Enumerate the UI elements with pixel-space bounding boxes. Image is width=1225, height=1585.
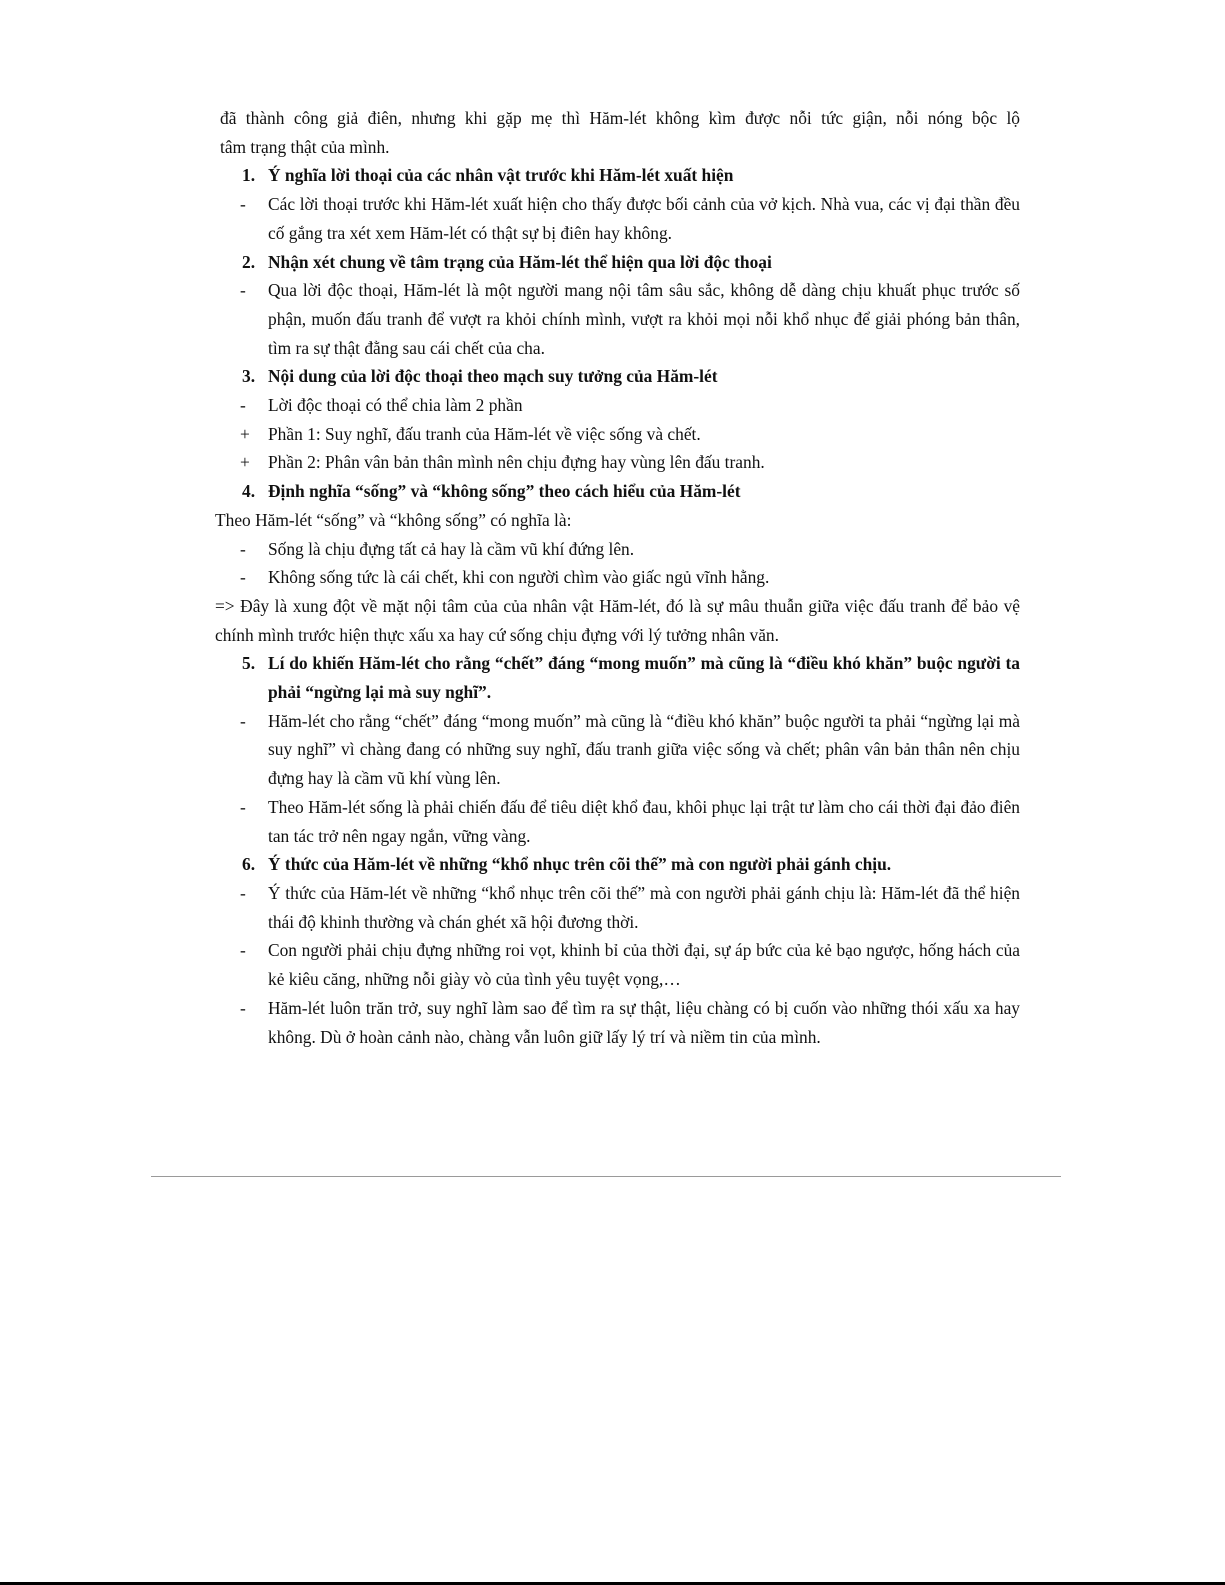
bullet-mark: - — [240, 882, 246, 903]
section-heading-1 — [215, 161, 1020, 190]
section-number: 6. — [242, 854, 256, 875]
bullet-text: Sống là chịu đựng tất cả hay là cầm vũ khí đứng lên. — [268, 538, 635, 559]
bullet-text: Theo Hăm-lét sống là phải chiến đấu để tiêu diệt khổ đau, khôi phục lại trật tư làm cho cái thời đại đảo điên tan tác trở nên ngay ngắn, vững vàng. — [268, 796, 1020, 846]
section-title: Định nghĩa “sống” và “không sống” theo cách hiểu của Hăm-lét — [268, 481, 741, 502]
section-number: 4. — [242, 481, 256, 502]
section-number: 2. — [242, 251, 256, 272]
list-item — [215, 879, 1020, 936]
bullet-text: Ý thức của Hăm-lét về những “khổ nhục trên cõi thế” mà con người phải gánh chịu là: Hăm-lét đã thể hiện thái độ khinh thường và chán ghét xã hội đương thời. — [268, 882, 1020, 932]
bullet-mark: - — [240, 940, 246, 961]
list-item — [215, 391, 1020, 420]
list-item — [215, 994, 1020, 1051]
list-item — [215, 420, 1020, 449]
bullet-text: Hăm-lét luôn trăn trở, suy nghĩ làm sao để tìm ra sự thật, liệu chàng có bị cuốn vào những thói xấu xa hay không. Dù ở hoàn cảnh nào, chàng vẫn luôn giữ lấy lý trí và niềm tin của mình. — [268, 997, 1020, 1047]
bullet-text: Lời độc thoại có thể chia làm 2 phần — [268, 395, 523, 416]
bullet-text: Qua lời độc thoại, Hăm-lét là một người mang nội tâm sâu sắc, không dễ dàng chịu khuất phục trước số phận, muốn đấu tranh để vượt ra khỏi chính mình, vượt ra khỏi mọi nỗi khổ nhục để giải phóng bản thân, tìm ra sự thật đằng sau cái chết của cha. — [268, 280, 1020, 358]
bullet-mark: + — [240, 423, 250, 444]
section-title: Ý thức của Hăm-lét về những “khổ nhục trên cõi thế” mà con người phải gánh chịu. — [268, 854, 892, 875]
bullet-text: Các lời thoại trước khi Hăm-lét xuất hiện cho thấy được bối cảnh của vở kịch. Nhà vua, các vị đại thần đều cố gắng tra xét xem Hăm-lét có thật sự bị điên hay không. — [268, 194, 1020, 243]
bullet-text: Con người phải chịu đựng những roi vọt, khinh bỉ của thời đại, sự áp bức của kẻ bạo ngược, hống hách của kẻ kiêu căng, những nỗi giày vò của tình yêu tuyệt vọng,… — [268, 940, 1020, 990]
intro-line-2: tâm trạng thật của mình. — [220, 136, 390, 157]
bullet-mark: + — [240, 452, 250, 473]
bullet-mark: - — [240, 538, 246, 559]
bullet-mark: - — [240, 796, 246, 817]
intro-paragraph — [215, 104, 1020, 161]
page-divider — [151, 1176, 1061, 1177]
bullet-text: Phần 1: Suy nghĩ, đấu tranh của Hăm-lét về việc sống và chết. — [268, 423, 701, 444]
section-heading-3 — [215, 362, 1020, 391]
list-item — [215, 936, 1020, 993]
section-title: Ý nghĩa lời thoại của các nhân vật trước khi Hăm-lét xuất hiện — [268, 165, 734, 186]
section-title: Lí do khiến Hăm-lét cho rằng “chết” đáng “mong muốn” mà cũng là “điều khó khăn” buộc người ta phải “ngừng lại mà suy nghĩ”. — [268, 653, 1020, 703]
page-content — [215, 104, 1020, 1051]
bullet-text: Hăm-lét cho rằng “chết” đáng “mong muốn” mà cũng là “điều khó khăn” buộc người ta phải “ngừng lại mà suy nghĩ” vì chàng đang có những suy nghĩ, đấu tranh giữa việc sống và chết; phân vân bản thân nên chịu đựng hay là cầm vũ khí vùng lên. — [268, 710, 1020, 789]
section-title: Nhận xét chung về tâm trạng của Hăm-lét thể hiện qua lời độc thoại — [268, 251, 772, 272]
list-item — [215, 190, 1020, 247]
section-title: Nội dung của lời độc thoại theo mạch suy tưởng của Hăm-lét — [268, 366, 718, 387]
intro-line-1: đã thành công giả điên, nhưng khi gặp mẹ thì Hăm-lét không kìm được nỗi tức giận, nỗi nóng bộc lộ — [220, 108, 1020, 128]
section-heading-6 — [215, 850, 1020, 879]
bullet-text: Không sống tức là cái chết, khi con người chìm vào giấc ngủ vĩnh hằng. — [268, 567, 770, 588]
section-number: 1. — [242, 165, 256, 186]
bullet-text: Phần 2: Phân vân bản thân mình nên chịu đựng hay vùng lên đấu tranh. — [268, 452, 765, 473]
bullet-mark: - — [240, 710, 246, 731]
section-conclusion: => Đây là xung đột về mặt nội tâm của của nhân vật Hăm-lét, đó là sự mâu thuẫn giữa việc đấu tranh để bảo vệ chính mình trước hiện thực xấu xa hay cứ sống chịu đựng với lý tưởng nhân văn. — [215, 595, 1020, 645]
list-item — [215, 793, 1020, 850]
list-item — [215, 535, 1020, 564]
section-heading-2 — [215, 248, 1020, 277]
bullet-mark: - — [240, 194, 246, 215]
list-item — [215, 563, 1020, 592]
bullet-mark: - — [240, 280, 246, 301]
section-heading-5 — [215, 649, 1020, 706]
section-number: 3. — [242, 366, 256, 387]
list-item — [215, 276, 1020, 362]
bullet-mark: - — [240, 997, 246, 1018]
bullet-mark: - — [240, 567, 246, 588]
list-item — [215, 707, 1020, 793]
section-number: 5. — [242, 653, 256, 674]
list-item — [215, 448, 1020, 477]
section-heading-4 — [215, 477, 1020, 506]
bullet-mark: - — [240, 395, 246, 416]
section-lead: Theo Hăm-lét “sống” và “không sống” có nghĩa là: — [215, 509, 572, 530]
